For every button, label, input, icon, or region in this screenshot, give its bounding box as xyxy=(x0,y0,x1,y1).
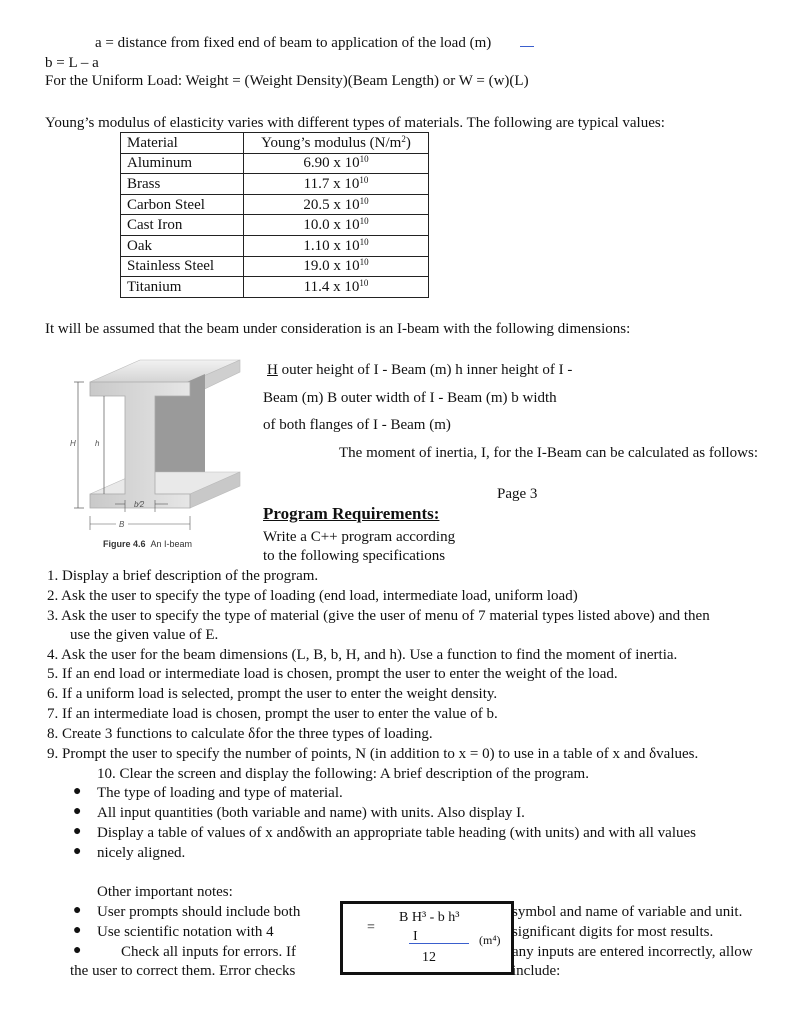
material-modulus: 1.10 x $10^{10}$ xyxy=(244,235,429,256)
table-row xyxy=(121,256,429,277)
material-name: Aluminum xyxy=(121,153,244,174)
uniform-load-formula: For the Uniform Load: Weight = (Weight Density)(Beam Length) or W = (w)(L) xyxy=(45,73,529,89)
requirement-item-2: 2. Ask the user to specify the type of loading (end load, intermediate load, uniform load) xyxy=(47,588,578,604)
bullet-icon: ● xyxy=(73,844,82,859)
requirement-item-9: 9. Prompt the user to specify the number of points, N (in addition to x = 0) to use in a table of x and δvalues. xyxy=(47,746,699,762)
table-row xyxy=(121,194,429,215)
material-modulus: 6.90 x $10^{10}$ xyxy=(244,153,429,174)
material-name: Stainless Steel xyxy=(121,256,244,277)
material-name: Oak xyxy=(121,235,244,256)
material-name: Titanium xyxy=(121,277,244,298)
a-definition: a = distance from fixed end of beam to application of the load (m) xyxy=(95,35,492,51)
bullet-icon: ● xyxy=(73,784,82,799)
formula-fraction-bar xyxy=(409,943,469,944)
figure-caption: Figure 4.6 An I-beam xyxy=(103,539,193,549)
bullet-icon: ● xyxy=(73,824,82,839)
note-2-left: Use scientific notation with 4 xyxy=(97,924,274,940)
formula-equals: = xyxy=(367,920,375,935)
note-1-right: symbol and name of variable and unit. xyxy=(512,904,743,920)
note-3-right: any inputs are entered incorrectly, allow xyxy=(512,944,753,960)
requirement-item-8: 8. Create 3 functions to calculate δfor the three types of loading. xyxy=(47,726,433,742)
bullet-icon: ● xyxy=(73,923,82,938)
material-modulus: 11.4 x $10^{10}$ xyxy=(244,277,429,298)
note-4-right: include: xyxy=(512,963,561,979)
moment-formula-box xyxy=(340,901,514,975)
requirements-intro-1: Write a C++ program according xyxy=(263,529,456,545)
B-label: B xyxy=(119,520,125,529)
material-modulus: 11.7 x $10^{10}$ xyxy=(244,174,429,195)
table-row xyxy=(121,235,429,256)
requirement-item-7: 7. If an intermediate load is chosen, prompt the user to enter the value of b. xyxy=(47,706,498,722)
requirement-item-10: 10. Clear the screen and display the following: A brief description of the program. xyxy=(97,766,589,782)
program-requirements-title: Program Requirements: xyxy=(263,504,440,523)
material-name: Carbon Steel xyxy=(121,194,244,215)
requirement-item-6: 6. If a uniform load is selected, prompt the user to enter the weight density. xyxy=(47,686,498,702)
formula-unit: (m⁴) xyxy=(479,933,501,947)
note-2-right: significant digits for most results. xyxy=(512,924,714,940)
formula-denominator: 12 xyxy=(422,950,436,965)
note-4-left: the user to correct them. Error checks xyxy=(70,963,296,979)
material-modulus: 20.5 x $10^{10}$ xyxy=(244,194,429,215)
display-bullet-3: Display a table of values of x andδwith an appropriate table heading (with units) and with all values xyxy=(97,825,696,841)
material-modulus: 10.0 x $10^{10}$ xyxy=(244,215,429,236)
ibeam-figure xyxy=(60,352,260,552)
material-name: Brass xyxy=(121,174,244,195)
H-label: H xyxy=(70,439,76,448)
moment-of-inertia-text: The moment of inertia, I, for the I-Beam can be calculated as follows: xyxy=(339,445,759,461)
materials-table xyxy=(120,132,429,298)
b-definition: b = L – a xyxy=(45,55,99,71)
formula-numerator: B H³ - b h³ xyxy=(399,910,460,925)
header-young-modulus: Young’s modulus $(N/m^2)$ xyxy=(244,133,429,154)
dimension-line-3: of both flanges of I - Beam (m) xyxy=(263,417,451,433)
dimension-line-2: Beam (m) B outer width of I - Beam (m) b width xyxy=(263,390,557,406)
b2-label: b⁄2 xyxy=(134,500,145,509)
bullet-icon: ● xyxy=(73,804,82,819)
formula-I: I xyxy=(413,929,418,944)
bullet-icon: ● xyxy=(73,903,82,918)
table-row xyxy=(121,153,429,174)
display-bullet-2: All input quantities (both variable and name) with units. Also display I. xyxy=(97,805,525,821)
table-row xyxy=(121,277,429,298)
table-row xyxy=(121,174,429,195)
display-bullet-1: The type of loading and type of material. xyxy=(97,785,343,801)
note-3-left: Check all inputs for errors. If xyxy=(121,944,296,960)
table-header-row xyxy=(121,133,429,154)
dimension-line-1: H outer height of I - Beam (m) h inner height of I - xyxy=(267,362,573,378)
header-material: Material xyxy=(121,133,244,154)
spell-mark xyxy=(520,46,534,47)
page-number: Page 3 xyxy=(497,486,538,502)
requirement-item-3: 3. Ask the user to specify the type of material (give the user of menu of 7 material types listed above) and then xyxy=(47,608,710,624)
h-label: h xyxy=(95,439,100,448)
requirement-item-3-cont: use the given value of E. xyxy=(70,627,219,643)
note-1-left: User prompts should include both xyxy=(97,904,301,920)
table-row xyxy=(121,215,429,236)
ibeam-intro: It will be assumed that the beam under consideration is an I-beam with the following dimensions: xyxy=(45,321,631,337)
requirements-intro-2: to the following specifications xyxy=(263,548,446,564)
requirement-item-4: 4. Ask the user for the beam dimensions (L, B, b, H, and h). Use a function to find the moment of inertia. xyxy=(47,647,678,663)
material-name: Cast Iron xyxy=(121,215,244,236)
material-modulus: 19.0 x $10^{10}$ xyxy=(244,256,429,277)
young-modulus-intro: Young’s modulus of elasticity varies with different types of materials. The following are typical values: xyxy=(45,115,665,131)
bullet-icon: ● xyxy=(73,943,82,958)
display-bullet-4: nicely aligned. xyxy=(97,845,186,861)
requirement-item-5: 5. If an end load or intermediate load is chosen, prompt the user to enter the weight of the load. xyxy=(47,666,618,682)
requirement-item-1: 1. Display a brief description of the program. xyxy=(47,568,319,584)
notes-heading: Other important notes: xyxy=(97,884,233,900)
